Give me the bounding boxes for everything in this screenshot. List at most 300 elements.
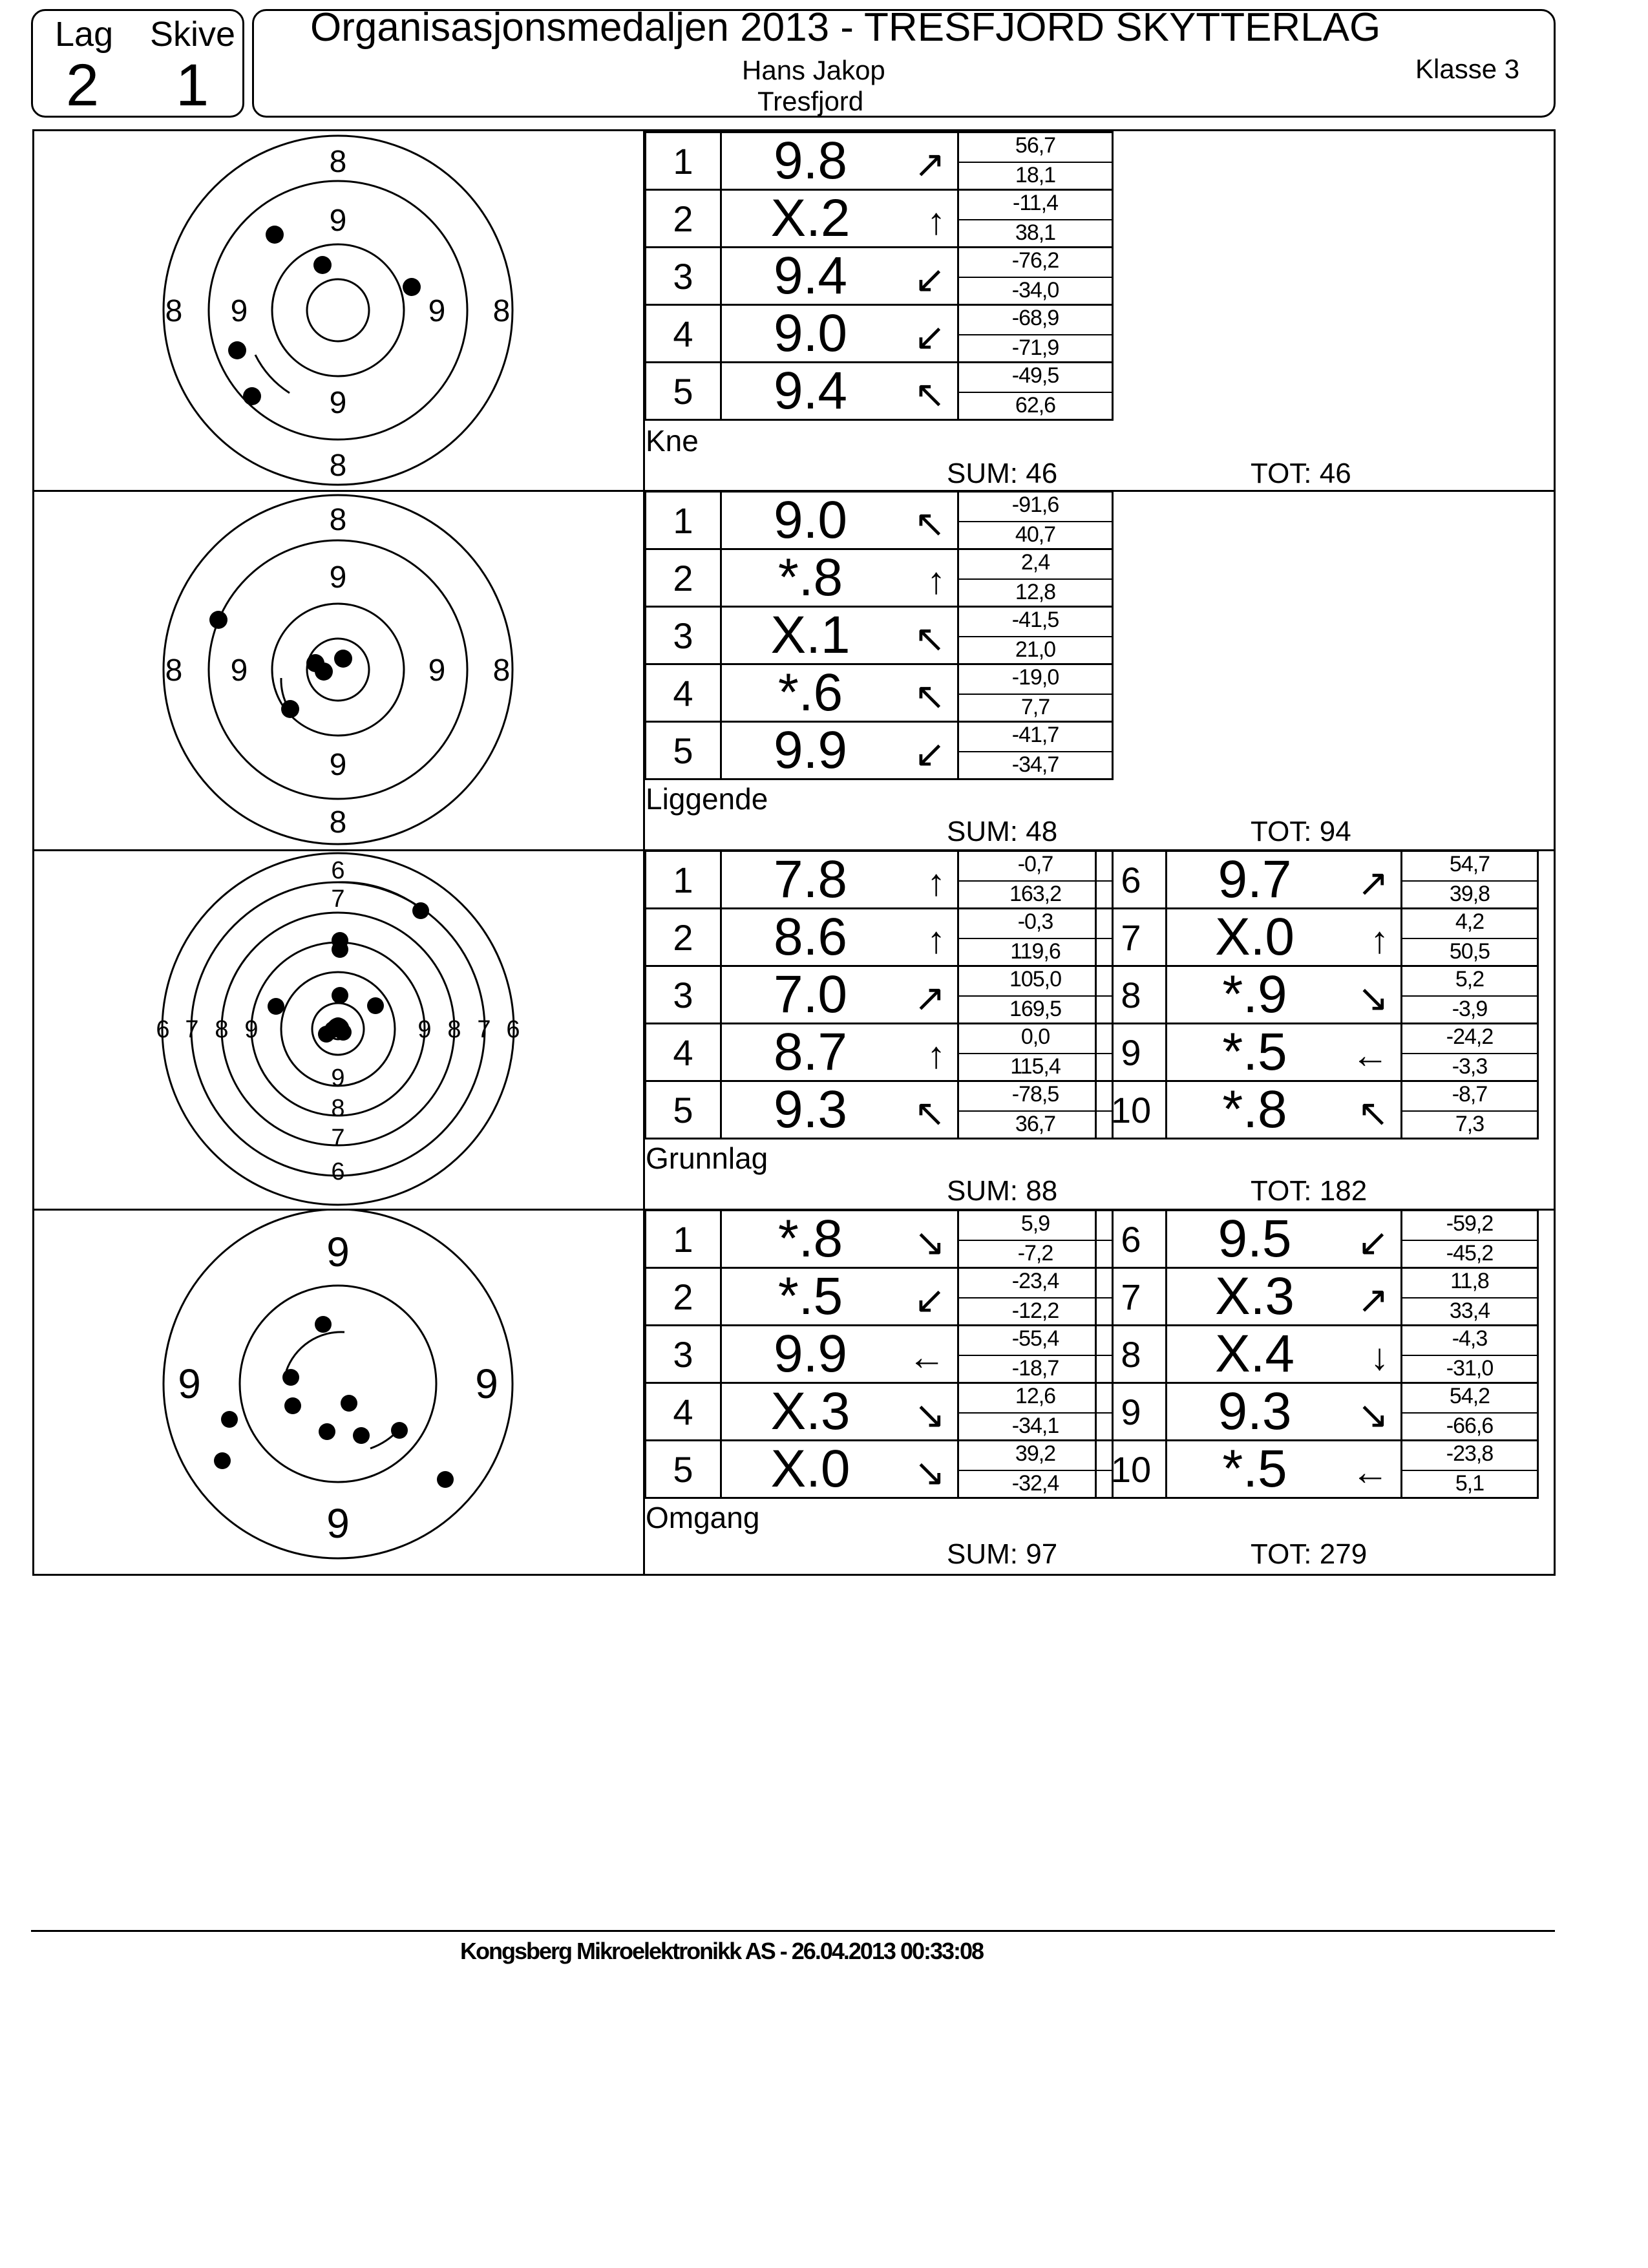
shot-number: 8 [1095,965,1167,1024]
shot-hole [214,1452,231,1469]
shot-hole [334,650,352,668]
shot-coordinates [1400,850,1539,909]
shot-y-value: 169,5 [1009,997,1062,1021]
direction-arrow-icon: ↙ [914,1279,945,1321]
shot-score [720,304,959,363]
shot-score [720,1209,959,1269]
shot-score-value: X.2 [770,189,850,248]
direction-arrow-icon: ↘ [914,1394,945,1436]
shot-score-value: 9.9 [774,721,847,779]
shot-number: 10 [1095,1439,1167,1499]
shot-number: 3 [644,246,722,306]
shot-number: 5 [644,1439,722,1499]
stage-grunnlag [34,850,1554,1209]
shot-coordinates [957,131,1114,191]
shot-coordinates [1400,1324,1539,1384]
ring-label: 8 [492,653,511,688]
ring-label: 9 [230,653,248,688]
shot-hole [330,1017,346,1034]
shot-hole [228,341,246,359]
stage-omgang [34,1209,1554,1574]
shot-y-value: 62,6 [1015,393,1056,418]
shot-score [1165,1267,1402,1326]
ring-label: 8 [329,503,347,537]
shot-score-value: *.8 [1222,1080,1287,1139]
ring-label: 9 [428,653,446,688]
shot-x-value: 54,2 [1449,1384,1490,1408]
shot-x-value: 2,4 [1020,550,1050,575]
shot-score-value: 9.5 [1218,1209,1292,1268]
target-kne [34,131,642,490]
ring-label: 6 [506,1016,520,1043]
shot-y-value: 12,8 [1015,580,1056,604]
shot-coordinates [957,1382,1114,1441]
shot-coordinates [957,663,1114,723]
direction-arrow-icon: ↑ [927,200,945,242]
shot-y-value: 50,5 [1449,939,1490,964]
skive-label: Skive [150,15,236,54]
ring-label: 8 [329,145,347,179]
shot-x-value: -8,7 [1452,1082,1488,1107]
shot-number: 3 [644,606,722,665]
shot-score-value: X.0 [1214,907,1295,966]
shot-coordinates [1400,1382,1539,1441]
ring-label: 7 [185,1016,199,1043]
shot-hole [341,1395,357,1412]
direction-arrow-icon: ↑ [1370,919,1389,961]
shot-y-value: -7,2 [1017,1241,1053,1266]
shot-hole [313,256,332,274]
shot-number: 4 [644,304,722,363]
class-label: Klasse 3 [1415,54,1520,84]
direction-arrow-icon: ← [1351,1451,1389,1493]
ring-label: 8 [331,1095,345,1122]
stage-kne [34,131,1554,490]
shot-score-value: X.3 [770,1382,850,1441]
shot-score [1165,1080,1402,1139]
direction-arrow-icon: ↖ [914,1092,945,1134]
shot-hole [266,226,284,244]
direction-arrow-icon: ↘ [914,1222,945,1264]
ring-label: 8 [165,294,183,328]
shot-score-value: 9.7 [1218,850,1292,909]
shot-coordinates [957,491,1114,550]
stage-tot: TOT: 279 [1251,1538,1368,1570]
shot-hole [209,611,227,629]
shot-score [1165,1439,1402,1499]
target-grunnlag [34,850,642,1209]
shot-y-value: 5,1 [1455,1471,1484,1496]
shot-hole [391,1422,408,1439]
shot-y-value: 163,2 [1009,882,1062,906]
shot-x-value: -19,0 [1011,665,1059,690]
shot-x-value: 11,8 [1450,1269,1489,1293]
stage-label: Kne [646,424,699,458]
shot-x-value: -78,5 [1011,1082,1059,1107]
shot-coordinates [957,361,1114,421]
ring-label: 9 [329,386,347,420]
shot-hole [332,987,348,1004]
shot-score [720,1080,959,1139]
ring-label: 7 [331,1125,345,1152]
shot-coordinates [1400,1023,1539,1082]
direction-arrow-icon: ↗ [914,143,945,185]
shot-y-value: -71,9 [1011,335,1059,360]
shot-y-value: -12,2 [1011,1298,1059,1323]
shot-number: 9 [1095,1382,1167,1441]
shot-hole [315,662,333,681]
shot-hole [243,387,261,405]
ring-label: 9 [331,1065,345,1092]
ring-label: 9 [329,560,347,595]
shot-x-value: -4,3 [1452,1326,1488,1351]
shot-number: 4 [644,1023,722,1082]
stage-tot: TOT: 46 [1251,458,1351,489]
ring-label: 7 [477,1016,491,1043]
ring-label: 8 [215,1016,229,1043]
lag-label: Lag [55,15,114,54]
shot-hole [315,1316,332,1333]
shot-y-value: -31,0 [1446,1356,1494,1381]
shot-y-value: 18,1 [1015,163,1056,187]
shot-score [720,965,959,1024]
page-title: Organisasjonsmedaljen 2013 - TRESFJORD SKYTTERLAG [310,5,1381,50]
shot-score-value: X.3 [1214,1267,1295,1326]
ring-label: 8 [492,294,511,328]
shot-hole [353,1427,370,1444]
direction-arrow-icon: ↙ [914,259,945,301]
stage-sum: SUM: 88 [947,1175,1058,1207]
shot-x-value: -49,5 [1011,363,1059,388]
ring-label: 9 [329,748,347,782]
direction-arrow-icon: ↘ [1357,1394,1389,1436]
direction-arrow-icon: ← [908,1336,945,1378]
target-liggende [34,491,642,849]
footer-text: Kongsberg Mikroelektronikk AS - 26.04.2013 00:33:08 [460,1938,984,1964]
shot-hole [284,1397,301,1414]
shot-score-value: 9.9 [774,1324,847,1383]
shot-coordinates [957,1080,1114,1139]
shot-x-value: 56,7 [1015,133,1056,158]
shot-x-value: 105,0 [1009,967,1062,991]
stage-tot: TOT: 182 [1251,1175,1368,1207]
shot-hole [412,902,429,919]
shot-score-value: 9.0 [774,491,847,549]
shot-score [1165,1209,1402,1269]
shot-number: 2 [644,548,722,608]
shot-y-value: 33,4 [1449,1298,1490,1323]
shot-number: 1 [644,850,722,909]
shot-coordinates [957,606,1114,665]
shot-coordinates [957,246,1114,306]
shot-y-value: 38,1 [1015,220,1056,245]
direction-arrow-icon: ← [1351,1034,1389,1076]
shot-hole [367,997,384,1014]
shot-score [1165,965,1402,1024]
shot-score-value: 8.6 [774,907,847,966]
ring-label: 9 [326,1500,350,1547]
shot-number: 1 [644,491,722,550]
shot-coordinates [957,1324,1114,1384]
shot-hole [437,1471,454,1488]
shot-coordinates [957,1023,1114,1082]
shot-y-value: 119,6 [1010,939,1061,964]
shot-coordinates [1400,965,1539,1024]
shot-score [720,189,959,248]
shot-y-value: -66,6 [1446,1414,1494,1438]
direction-arrow-icon: ↑ [927,1034,945,1076]
shot-score [720,907,959,967]
shot-score-value: 9.3 [774,1080,847,1139]
shot-coordinates [957,965,1114,1024]
shot-x-value: -59,2 [1446,1211,1494,1236]
shot-hole [319,1423,335,1440]
shot-number: 6 [1095,1209,1167,1269]
club-name: Tresfjord [757,86,864,116]
shot-coordinates [1400,1209,1539,1269]
shot-number: 5 [644,1080,722,1139]
shot-score [720,721,959,780]
shot-number: 8 [1095,1324,1167,1384]
shot-x-value: -55,4 [1011,1326,1059,1351]
shot-score-value: 7.8 [774,850,847,909]
shot-score-value: 9.8 [774,131,847,190]
shot-number: 10 [1095,1080,1167,1139]
shot-coordinates [1400,1267,1539,1326]
shot-x-value: -11,4 [1013,191,1058,215]
footer-rule [31,1930,1555,1932]
shot-score [720,606,959,665]
shot-y-value: -34,1 [1011,1414,1059,1438]
shooter-name: Hans Jakop [742,55,885,85]
shot-score-value: *.6 [777,663,843,722]
shot-hole [268,998,284,1015]
direction-arrow-icon: ↗ [914,977,945,1019]
shot-coordinates [957,304,1114,363]
shot-coordinates [957,907,1114,967]
shot-hole [282,1369,299,1386]
shot-score [720,1324,959,1384]
ring-label: 8 [329,805,347,840]
shot-score [1165,907,1402,967]
shot-x-value: -23,4 [1011,1269,1059,1293]
shot-score-value: *.5 [777,1267,843,1326]
shot-hole [332,941,348,958]
shot-score-value: 9.3 [1218,1382,1292,1441]
shot-x-value: -0,7 [1017,852,1053,876]
stage-label: Omgang [646,1501,760,1534]
shot-score [1165,850,1402,909]
shot-coordinates [957,1267,1114,1326]
direction-arrow-icon: ↖ [914,374,945,416]
shot-x-value: -91,6 [1011,493,1059,517]
shot-y-value: 21,0 [1015,637,1056,662]
shot-score-value: 8.7 [774,1023,847,1081]
lag-value: 2 [66,52,100,118]
shot-x-value: 12,6 [1015,1384,1056,1408]
direction-arrow-icon: ↑ [927,560,945,602]
direction-arrow-icon: ↖ [914,503,945,545]
shot-score [720,246,959,306]
ring-label: 6 [331,1158,345,1185]
ring-label: 6 [331,857,345,884]
skive-value: 1 [176,52,209,118]
direction-arrow-icon: ↙ [914,316,945,358]
ring-label: 9 [326,1229,350,1275]
direction-arrow-icon: ↑ [927,919,945,961]
ring-label: 9 [417,1016,432,1043]
shot-number: 1 [644,1209,722,1269]
ring-label: 8 [165,653,183,688]
stage-liggende [34,491,1554,849]
shot-score [720,1382,959,1441]
shot-score-value: *.5 [1222,1023,1287,1081]
direction-arrow-icon: ↗ [1357,1279,1389,1321]
shot-y-value: -34,7 [1011,752,1059,777]
shot-number: 4 [644,663,722,723]
ring-label: 9 [428,294,446,328]
shot-number: 4 [644,1382,722,1441]
shot-x-value: 39,2 [1015,1441,1056,1466]
shot-number: 7 [1095,907,1167,967]
shot-x-value: -23,8 [1446,1441,1494,1466]
shot-number: 2 [644,1267,722,1326]
shot-x-value: -0,3 [1017,909,1053,934]
shot-score [1165,1382,1402,1441]
shot-number: 1 [644,131,722,191]
shot-number: 3 [644,965,722,1024]
target-omgang [34,1209,642,1568]
ring-label: 9 [244,1016,259,1043]
shot-score [720,1023,959,1082]
direction-arrow-icon: ↙ [1357,1222,1389,1264]
shot-coordinates [1400,907,1539,967]
shot-y-value: 115,4 [1010,1054,1061,1079]
shot-score [720,131,959,191]
shot-score [720,491,959,550]
shot-coordinates [957,1439,1114,1499]
ring-label: 9 [329,204,347,238]
direction-arrow-icon: ↗ [1357,862,1389,904]
shot-score [720,548,959,608]
shot-coordinates [957,1209,1114,1269]
shot-score-value: 9.0 [774,304,847,363]
shot-number: 5 [644,721,722,780]
shot-x-value: -76,2 [1011,248,1059,273]
shot-x-value: 54,7 [1449,852,1490,876]
shot-x-value: -68,9 [1011,306,1059,330]
shot-score [1165,1023,1402,1082]
shot-number: 7 [1095,1267,1167,1326]
shot-score-value: 9.4 [774,361,847,420]
ring-label: 9 [475,1361,498,1407]
shot-hole [403,278,421,296]
stage-label: Grunnlag [646,1141,768,1175]
shot-x-value: -41,5 [1011,608,1059,632]
shot-hole [281,700,299,718]
ring-label: 6 [156,1016,170,1043]
shot-number: 9 [1095,1023,1167,1082]
shot-y-value: 7,7 [1020,695,1050,719]
shot-score-value: *.8 [777,1209,843,1268]
shot-hole [221,1411,238,1428]
results-grid [32,129,1556,1576]
shot-y-value: -45,2 [1446,1241,1494,1266]
ring-label: 9 [178,1361,201,1407]
shot-score [720,1439,959,1499]
direction-arrow-icon: ↙ [914,733,945,775]
shot-score [1165,1324,1402,1384]
direction-arrow-icon: ↖ [914,675,945,717]
shot-y-value: 39,8 [1449,882,1490,906]
shot-x-value: 5,9 [1020,1211,1050,1236]
direction-arrow-icon: ↓ [1370,1336,1389,1378]
shot-number: 5 [644,361,722,421]
stage-label: Liggende [646,782,768,816]
shot-score [720,663,959,723]
shot-score-value: *.8 [777,548,843,607]
shot-coordinates [957,721,1114,780]
shot-x-value: 5,2 [1455,967,1484,991]
ring-label: 9 [230,294,248,328]
shot-x-value: -24,2 [1446,1024,1494,1049]
shot-score [720,361,959,421]
shot-y-value: -3,9 [1452,997,1488,1021]
shot-coordinates [957,850,1114,909]
shot-score-value: 9.4 [774,246,847,305]
stage-sum: SUM: 48 [947,816,1058,847]
direction-arrow-icon: ↑ [927,862,945,904]
shot-y-value: 7,3 [1455,1112,1484,1136]
direction-arrow-icon: ↘ [1357,977,1389,1019]
shot-x-value: 0,0 [1020,1024,1050,1049]
shot-x-value: -41,7 [1011,723,1059,747]
shot-score-value: *.5 [1222,1439,1287,1498]
direction-arrow-icon: ↖ [914,618,945,660]
stage-tot: TOT: 94 [1251,816,1351,847]
shot-coordinates [1400,1439,1539,1499]
shot-score [720,1267,959,1326]
ring-label: 7 [331,885,345,913]
shot-score [720,850,959,909]
shot-y-value: -18,7 [1011,1356,1059,1381]
shot-number: 2 [644,189,722,248]
shot-y-value: 36,7 [1015,1112,1056,1136]
shot-number: 6 [1095,850,1167,909]
shot-coordinates [1400,1080,1539,1139]
shot-score-value: X.0 [770,1439,850,1498]
shot-coordinates [957,189,1114,248]
ring-label: 8 [329,449,347,483]
shot-y-value: -32,4 [1011,1471,1059,1496]
shot-y-value: -34,0 [1011,278,1059,302]
shot-x-value: 4,2 [1455,909,1484,934]
shot-number: 2 [644,907,722,967]
shot-score-value: *.9 [1222,965,1287,1024]
shot-number: 3 [644,1324,722,1384]
stage-sum: SUM: 97 [947,1538,1058,1570]
shot-score-value: 7.0 [774,965,847,1024]
shot-coordinates [957,548,1114,608]
shot-score-value: X.1 [770,606,850,664]
shot-y-value: 40,7 [1015,522,1056,547]
shot-score-value: X.4 [1214,1324,1295,1383]
ring-label: 8 [447,1016,461,1043]
direction-arrow-icon: ↘ [914,1452,945,1494]
shot-y-value: -3,3 [1452,1054,1488,1079]
stage-sum: SUM: 46 [947,458,1058,489]
direction-arrow-icon: ↖ [1357,1092,1389,1134]
